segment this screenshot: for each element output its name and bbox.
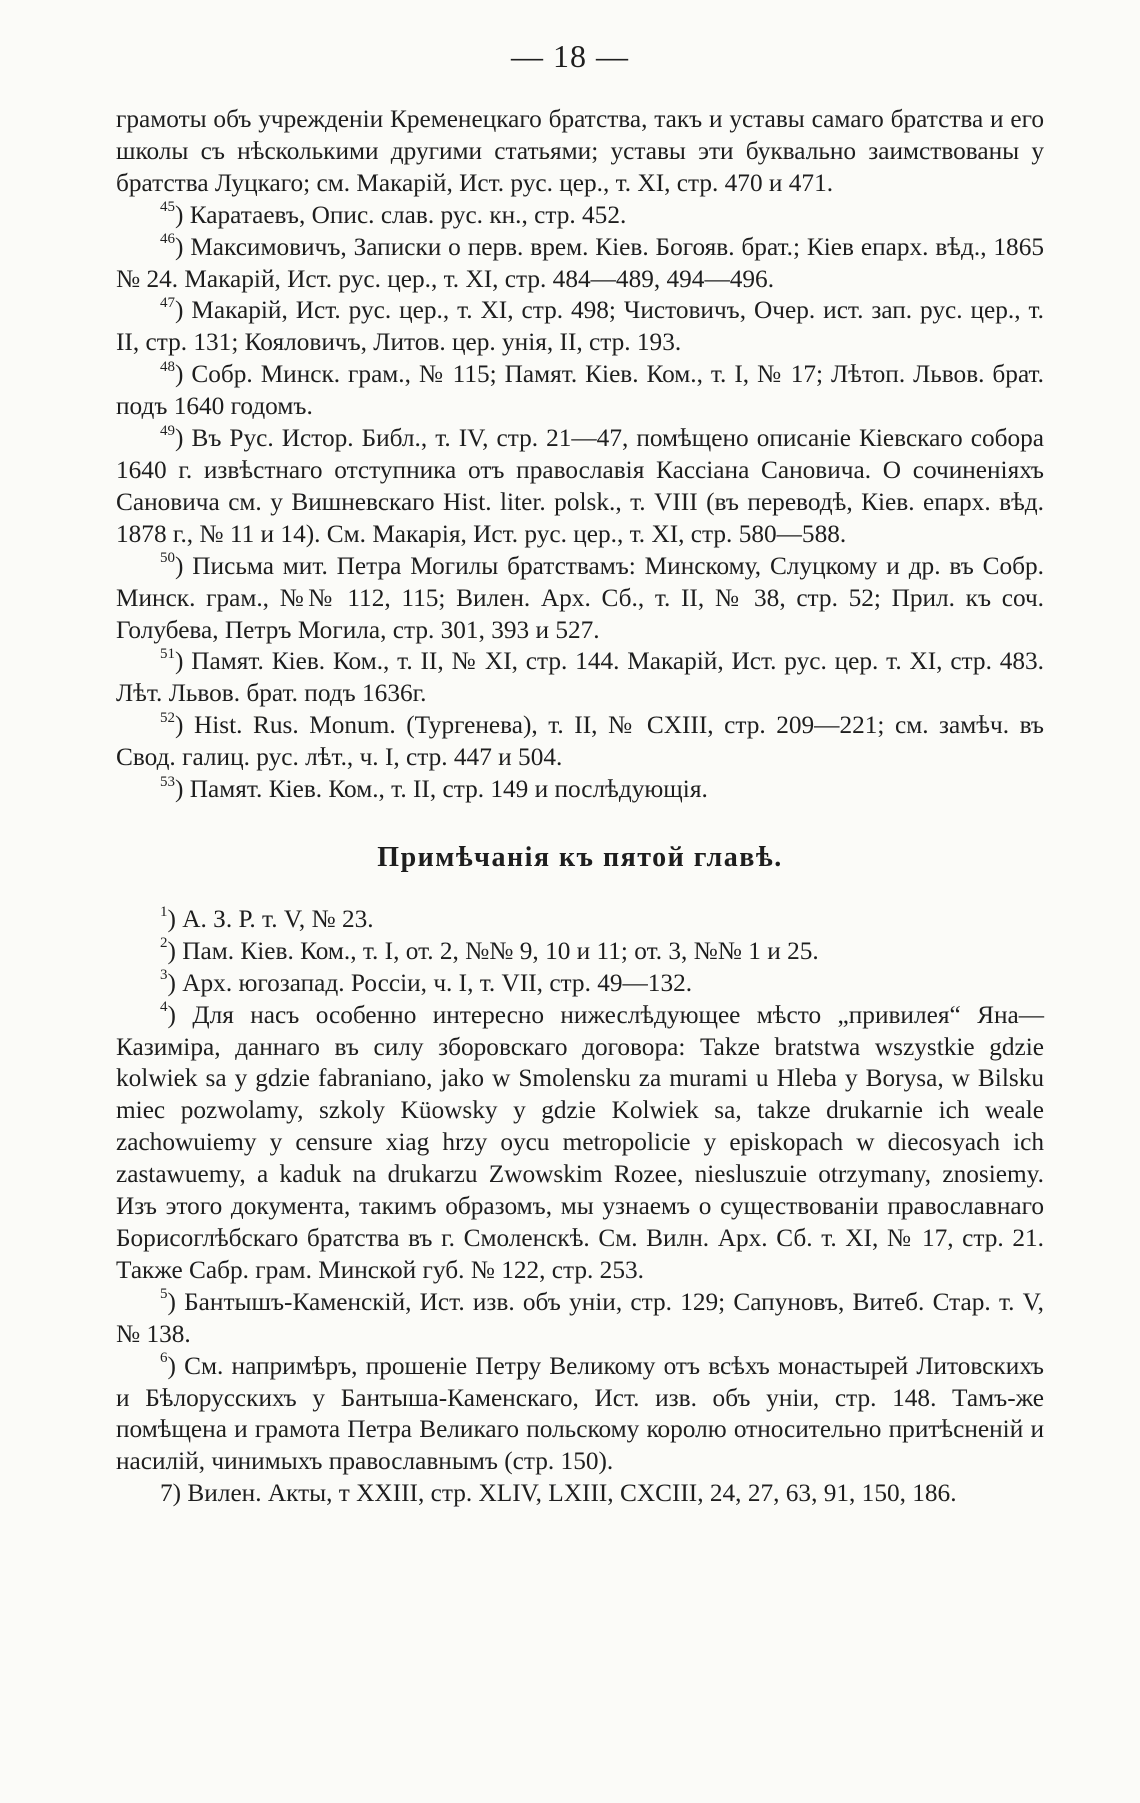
footnote-number: 47 [160, 295, 175, 312]
footnote: $^{53}$) Памят. Кіев. Ком., т. II, стр. 149 и послѣдующія. [160, 773, 708, 804]
footnote-number: 49 [160, 422, 175, 439]
footnote: $^{49}$) Въ Рус. Истор. Библ., т. IV, стр. 21—47, помѣщено описаніе Кіевскаго собора 1640 г. извѣстнаго отступника отъ православія Кассіана Сановича. О сочиненіяхъ Сановича см. у Вишневскаго Hist. liter. polsk., т. VIII (въ переводѣ, Кіев. епарх. вѣд. 1878 г., № 11 и 14). См. Макарія, Ист. рус. цер., т. XI, стр. 580—588. [116, 422, 1044, 548]
footnote-text: Макарій, Ист. рус. цер., т. XI, стр. 498; Чистовичъ, Очер. ист. зап. рус. цер., т. II, стр. 131; Кояловичъ, Литов. цер. унія, II, стр. 193. [116, 296, 1044, 357]
footnote-number: 50 [160, 550, 175, 567]
footnote-text: См. напримѣръ, прошеніе Петру Великому отъ всѣхъ монастырей Литовскихъ и Бѣлорусскихъ у Бантыша-Каменскаго, Ист. изв. объ уніи, стр. 148. Тамъ-же помѣщена и грамота Петра Великаго польскому королю относительно притѣсненій и насилій, чинимыхъ православнымъ (стр. 150). [116, 1351, 1045, 1476]
footnote-number: 7 [160, 1479, 173, 1508]
footnote: $^{48}$) Собр. Минск. грам., № 115; Памят. Кіев. Ком., т. I, № 17; Лѣтоп. Львов. брат. подъ 1640 годомъ. [116, 358, 1044, 421]
footnote-number: 51 [160, 645, 175, 662]
footnote-text: Памят. Кіев. Ком., т. II, стр. 149 и послѣдующія. [189, 775, 708, 804]
text-column [116, 104, 1044, 1510]
footnote-number: 4 [160, 999, 168, 1016]
footnote-text: Максимовичъ, Записки о перв. врем. Кіев. Богояв. брат.; Кіев епарх. вѣд., 1865 № 24. Макарій, Ист. рус. цер., т. XI, стр. 484—489, 494—496. [116, 232, 1045, 293]
section-heading: Примѣчанія къ пятой главѣ. [377, 841, 783, 873]
footnote-number: 46 [160, 231, 175, 248]
footnote: $^{50}$) Письма мит. Петра Могилы братствамъ: Минскому, Слуцкому и др. въ Собр. Минск. грам., №№ 112, 115; Вилен. Арх. Сб., т. II, № 38, стр. 52; Прил. къ соч. Голубева, Петръ Могила, стр. 301, 393 и 527. [116, 550, 1044, 644]
page-number: — 18 — [511, 38, 629, 74]
footnote: 7) Вилен. Акты, т XXIII, стр. XLIV, LXIII, CXCIII, 24, 27, 63, 91, 150, 186. [160, 1479, 957, 1508]
footnote-number: 48 [160, 358, 175, 375]
footnote: $^1$) А. З. Р. т. V, № 23. [160, 903, 374, 933]
footnote-text: Въ Рус. Истор. Библ., т. IV, стр. 21—47, помѣщено описаніе Кіевскаго собора 1640 г. извѣстнаго отступника отъ православія Кассіана Сановича. О сочиненіяхъ Сановича см. у Вишневскаго Hist. liter. polsk., т. VIII (въ переводѣ, Кіев. епарх. вѣд. 1878 г., № 11 и 14). См. Макарія, Ист. рус. цер., т. XI, стр. 580—588. [116, 424, 1044, 548]
footnote-text: Арх. югозапад. Россіи, ч. I, т. VII, стр. 49—132. [182, 968, 693, 997]
footnote: $^{52}$) Hist. Rus. Monum. (Тургенева), т. II, № CXIII, стр. 209—221; см. замѣч. въ Свод. галиц. рус. лѣт., ч. I, стр. 447 и 504. [116, 709, 1045, 772]
footnote-number: 3 [160, 967, 168, 984]
footnote-number: 52 [160, 709, 175, 726]
footnote-text: Hist. Rus. Monum. (Тургенева), т. II, № CXIII, стр. 209—221; см. замѣч. въ Свод. галиц. рус. лѣт., ч. I, стр. 447 и 504. [116, 711, 1045, 772]
footnote: $^3$) Арх. югозапад. Россіи, ч. I, т. VII, стр. 49—132. [160, 967, 693, 997]
footnote-text: Вилен. Акты, т XXIII, стр. XLIV, LXIII, CXCIII, 24, 27, 63, 91, 150, 186. [187, 1479, 957, 1508]
footnote-text: Письма мит. Петра Могилы братствамъ: Минскому, Слуцкому и др. въ Собр. Минск. грам., №№ 112, 115; Вилен. Арх. Сб., т. II, № 38, стр. 52; Прил. къ соч. Голубева, Петръ Могила, стр. 301, 393 и 527. [116, 551, 1044, 644]
footnote: $^6$) См. напримѣръ, прошеніе Петру Великому отъ всѣхъ монастырей Литовскихъ и Бѣлорусскихъ у Бантыша-Каменскаго, Ист. изв. объ уніи, стр. 148. Тамъ-же помѣщена и грамота Петра Великаго польскому королю относительно притѣсненій и насилій, чинимыхъ православнымъ (стр. 150). [116, 1350, 1045, 1476]
footnote: $^4$) Для насъ особенно интересно нижеслѣдующее мѣсто „привилея“ Яна—Казиміра, даннаго въ силу зборовскаго договора: Takze bratstwa wszystkie gdzie kolwiek sa y gdzie fabraniano, jako w Smolensku za murami u Hleba y Borysa, w Bilsku miec pozwolamy, szkoly Küowsky y gdzie Kolwiek sa, takze drukarnie ich weale zachowuiemy y censure xiag hrzy oycu metropolicie y episkopach w diecosyach ich zastawuemy, a kaduk na drukarzu Zwowskim Rozee, niesluszuie otrzymany, znosiemy. Изъ этого документа, такимъ образомъ, мы узнаемъ о существованіи православнаго Борисоглѣбскаго братства въ г. Смоленскѣ. См. Вилн. Арх. Сб. т. XI, № 17, стр. 21. Также Сабр. грам. Минской губ. № 122, стр. 253. [116, 999, 1045, 1284]
footnote-text: Бантышъ-Каменскій, Ист. изв. объ уніи, стр. 129; Сапуновъ, Витеб. Стар. т. V, № 138. [116, 1287, 1044, 1348]
footnote-number: 1 [160, 903, 168, 920]
footnote-number: 53 [160, 773, 175, 790]
footnote: $^{46}$) Максимовичъ, Записки о перв. врем. Кіев. Богояв. брат.; Кіев епарх. вѣд., 1865 № 24. Макарій, Ист. рус. цер., т. XI, стр. 484—489, 494—496. [116, 231, 1045, 293]
footnote-number: 5 [160, 1286, 168, 1303]
footnote: $^{47}$) Макарій, Ист. рус. цер., т. XI, стр. 498; Чистовичъ, Очер. ист. зап. рус. цер., т. II, стр. 131; Кояловичъ, Литов. цер. унія, II, стр. 193. [116, 295, 1044, 357]
footnote-text: Пам. Кіев. Ком., т. I, от. 2, №№ 9, 10 и 11; от. 3, №№ 1 и 25. [182, 936, 819, 965]
footnote-number: 45 [160, 199, 175, 216]
footnote-text: А. З. Р. т. V, № 23. [182, 904, 374, 933]
lead-paragraph: грамоты объ учрежденіи Кременецкаго братства, такъ и уставы самаго братства и его школы съ нѣсколькими другими статьями; уставы эти буквально заимствованы у братства Луцкаго; см. Макарій, Ист. рус. цер., т. XI, стр. 470 и 471. [116, 105, 1044, 197]
footnote: $^5$) Бантышъ-Каменскій, Ист. изв. объ уніи, стр. 129; Сапуновъ, Витеб. Стар. т. V, № 138. [116, 1286, 1044, 1348]
footnote-text: Собр. Минск. грам., № 115; Памят. Кіев. Ком., т. I, № 17; Лѣтоп. Львов. брат. подъ 1640 годомъ. [116, 360, 1044, 421]
notes-previous-chapter [116, 200, 1044, 806]
footnote-text: Для насъ особенно интересно нижеслѣдующее мѣсто „привилея“ Яна—Казиміра, даннаго въ силу зборовскаго договора: Takze bratstwa wszystkie gdzie kolwiek sa y gdzie fabraniano, jako w Smolensku za murami u Hleba y Borysa, w Bilsku miec pozwolamy, szkoly Küowsky y gdzie Kolwiek sa, takze drukarnie ich weale zachowuiemy y censure xiag hrzy oycu metropolicie y episkopach w diecosyach ich zastawuemy, a kaduk na drukarzu Zwowskim Rozee, niesluszuie otrzymany, znosiemy. Изъ этого документа, такимъ образомъ, мы узнаемъ о существованіи православнаго Борисоглѣбскаго братства въ г. Смоленскѣ. См. Вилн. Арх. Сб. т. XI, № 17, стр. 21. Также Сабр. грам. Минской губ. № 122, стр. 253. [116, 1000, 1045, 1284]
footnote-number: 6 [160, 1350, 168, 1367]
footnote-text: Памят. Кіев. Ком., т. II, № XI, стр. 144. Макарій, Ист. рус. цер. т. XI, стр. 483. Лѣт. Львов. брат. подъ 1636г. [116, 647, 1044, 708]
notes-chapter-five [116, 904, 1044, 1510]
footnote: $^2$) Пам. Кіев. Ком., т. I, от. 2, №№ 9, 10 и 11; от. 3, №№ 1 и 25. [160, 935, 819, 965]
footnote-number: 2 [160, 935, 168, 952]
footnote-text: Каратаевъ, Опис. слав. рус. кн., стр. 452. [189, 200, 627, 229]
footnote: $^{45}$) Каратаевъ, Опис. слав. рус. кн., стр. 452. [160, 199, 627, 229]
footnote: $^{51}$) Памят. Кіев. Ком., т. II, № XI, стр. 144. Макарій, Ист. рус. цер. т. XI, стр. 483. Лѣт. Львов. брат. подъ 1636г. [116, 645, 1044, 708]
